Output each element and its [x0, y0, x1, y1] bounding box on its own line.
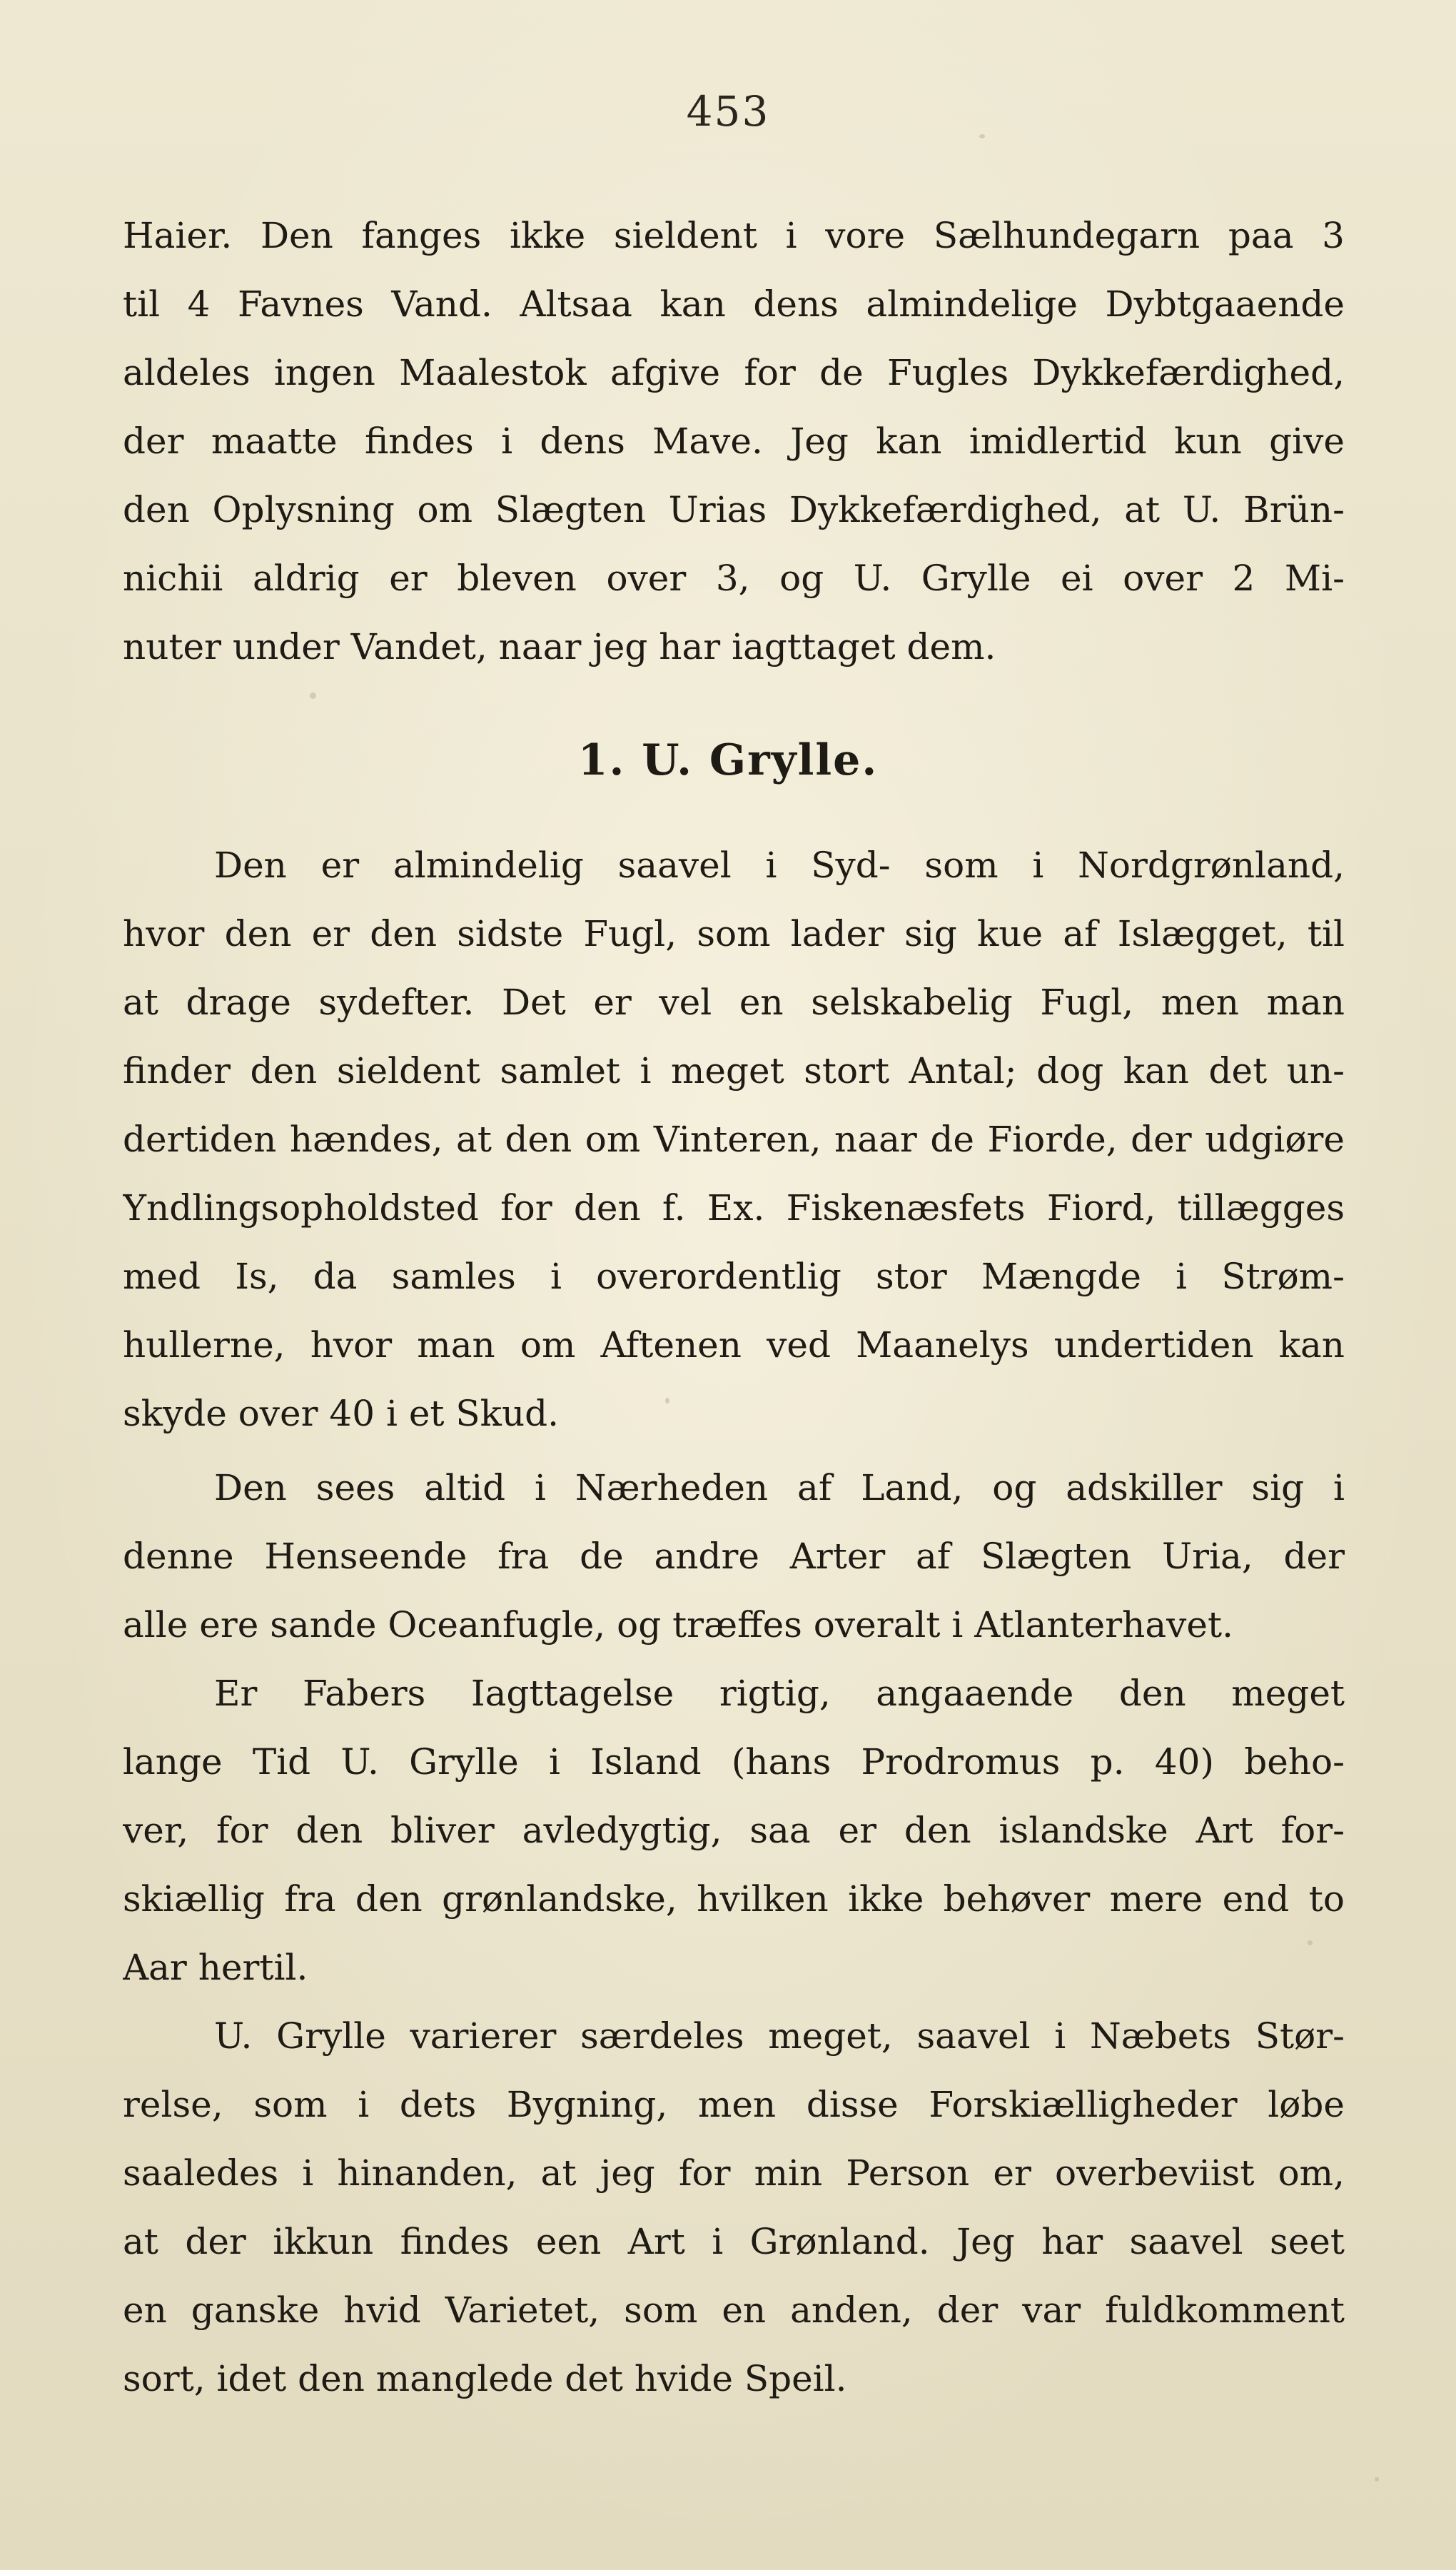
text-line: aldeles ingen Maalestok afgive for de Fugles Dykkefærdighed, — [123, 352, 1345, 393]
text-line: Den sees altid i Nærheden af Land, og adskiller sig i — [214, 1467, 1345, 1508]
text-line: Yndlingsopholdsted for den f. Ex. Fiskenæsfets Fiord, tillægges — [123, 1187, 1345, 1229]
text-line: saaledes i hinanden, at jeg for min Person er overbeviist om, — [123, 2152, 1345, 2194]
paragraph-faber — [123, 1659, 1345, 2002]
paragraph-distribution — [123, 831, 1345, 1448]
text-line: at der ikkun findes een Art i Grønland. Jeg har saavel seet — [123, 2221, 1345, 2262]
text-line: Aar hertil. — [123, 1947, 308, 1988]
text-line: U. Grylle varierer særdeles meget, saavel i Næbets Stør- — [214, 2015, 1345, 2057]
paper-speck — [1375, 2477, 1379, 2481]
text-line: sort, idet den manglede det hvide Speil. — [123, 2358, 847, 2399]
text-line: til 4 Favnes Vand. Altsaa kan dens almindelige Dybtgaaende — [123, 283, 1345, 325]
text-line: hvor den er den sidste Fugl, som lader sig kue af Islægget, til — [123, 913, 1345, 954]
text-line: nuter under Vandet, naar jeg har iagttaget dem. — [123, 626, 996, 667]
paragraph-variation — [123, 2002, 1345, 2413]
text-line: Den er almindelig saavel i Syd- som i Nordgrønland, — [214, 845, 1345, 886]
text-line: alle ere sande Oceanfugle, og træffes overalt i Atlanterhavet. — [123, 1604, 1234, 1646]
text-line: lange Tid U. Grylle i Island (hans Prodromus p. 40) beho- — [123, 1741, 1345, 1783]
text-line: ver, for den bliver avledygtig, saa er den islandske Art for- — [123, 1810, 1345, 1851]
text-line: skyde over 40 i et Skud. — [123, 1393, 560, 1434]
section-heading: 1. U. Grylle. — [577, 735, 879, 785]
text-line: denne Henseende fra de andre Arter af Slægten Uria, der — [123, 1536, 1345, 1577]
text-line: en ganske hvid Varietet, som en anden, der var fuldkomment — [123, 2289, 1345, 2331]
text-line: finder den sieldent samlet i meget stort Antal; dog kan det un- — [123, 1050, 1345, 1092]
text-line: Haier. Den fanges ikke sieldent i vore Sælhundegarn paa 3 — [123, 215, 1345, 256]
paragraph-habitat — [123, 1453, 1345, 1659]
paper-speck — [310, 692, 316, 699]
text-line: Er Fabers Iagttagelse rigtig, angaaende den meget — [214, 1673, 1345, 1714]
text-line: den Oplysning om Slægten Urias Dykkefærdighed, at U. Brün- — [123, 489, 1345, 530]
text-line: at drage sydefter. Det er vel en selskabelig Fugl, men man — [123, 982, 1345, 1023]
text-line: der maatte findes i dens Mave. Jeg kan imidlertid kun give — [123, 420, 1345, 462]
paragraph-continuation — [123, 201, 1345, 681]
text-line: dertiden hændes, at den om Vinteren, naar de Fiorde, der udgiøre — [123, 1119, 1345, 1160]
text-line: hullerne, hvor man om Aftenen ved Maanelys undertiden kan — [123, 1324, 1345, 1366]
text-line: nichii aldrig er bleven over 3, og U. Grylle ei over 2 Mi- — [123, 558, 1345, 599]
text-line: med Is, da samles i overordentlig stor Mængde i Strøm- — [123, 1256, 1345, 1297]
text-line: skiællig fra den grønlandske, hvilken ikke behøver mere end to — [123, 1878, 1345, 1920]
page-number: 453 — [686, 87, 770, 136]
text-line: relse, som i dets Bygning, men disse Forskiælligheder løbe — [123, 2084, 1345, 2125]
